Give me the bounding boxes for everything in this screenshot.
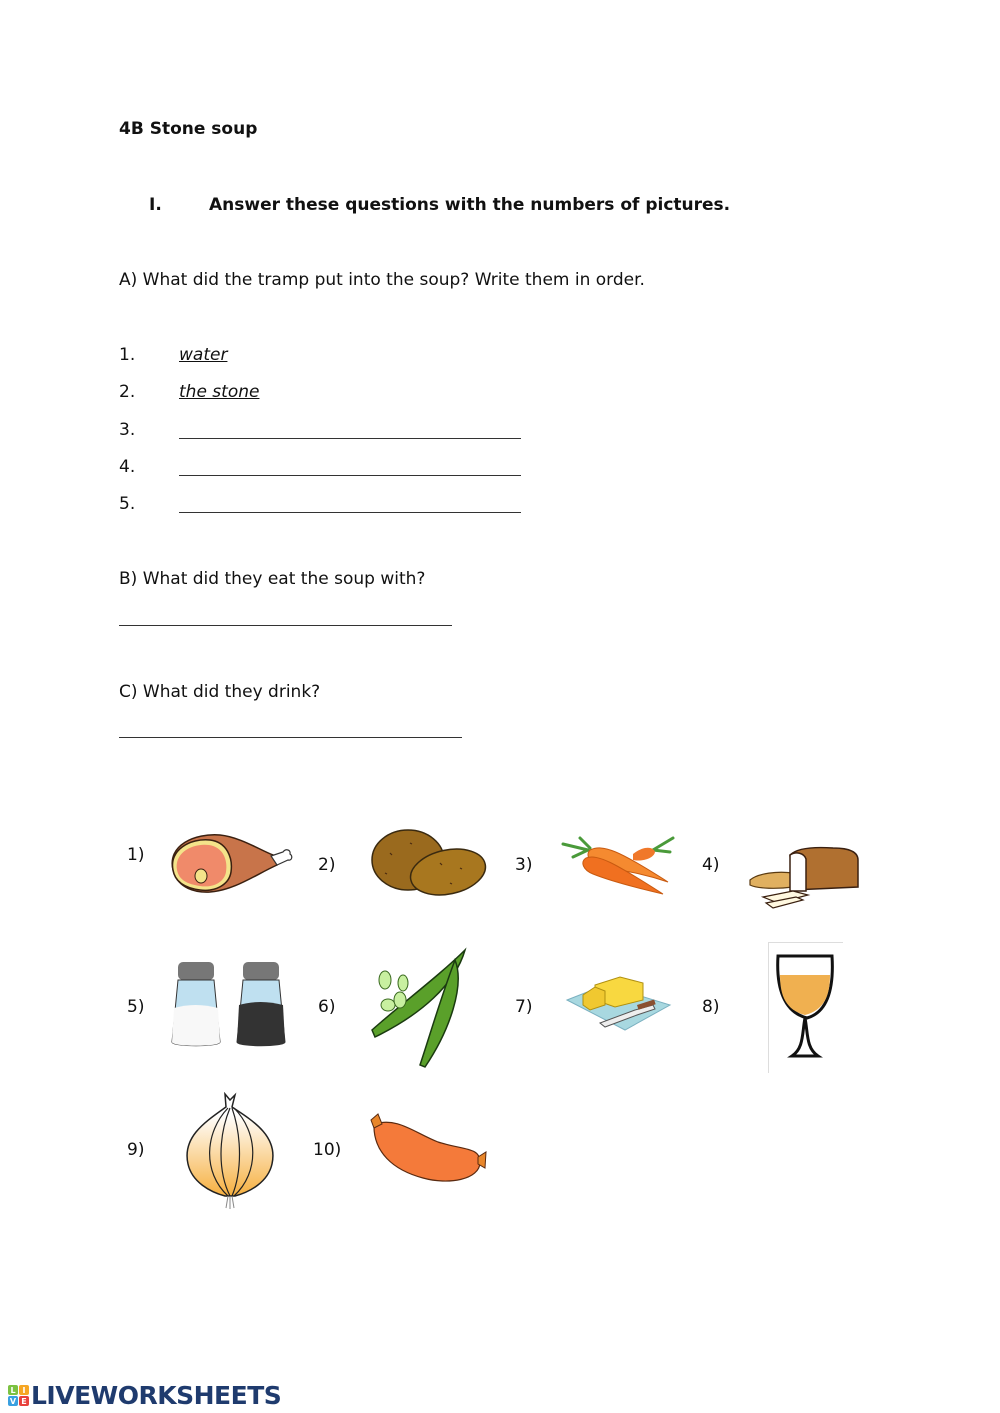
logo-icon: L I V E xyxy=(8,1385,29,1406)
picture-label: 3) xyxy=(515,855,533,875)
question-c: C) What did they drink? xyxy=(119,682,321,702)
picture-label: 1) xyxy=(127,845,145,865)
question-b: B) What did they eat the soup with? xyxy=(119,569,426,589)
bread-icon xyxy=(748,845,860,910)
ham-icon xyxy=(165,830,295,895)
answer-4-field[interactable] xyxy=(179,475,521,476)
answer-c-field[interactable] xyxy=(119,737,462,738)
answer-1[interactable]: water xyxy=(179,345,228,365)
picture-label: 10) xyxy=(313,1140,342,1160)
onion-icon xyxy=(180,1092,280,1210)
picture-label: 4) xyxy=(702,855,720,875)
beans-icon xyxy=(370,945,470,1070)
item-number: 1. xyxy=(119,345,136,365)
section-number: I. xyxy=(149,195,162,215)
liveworksheets-logo[interactable] xyxy=(8,1381,281,1410)
answer-b-field[interactable] xyxy=(119,625,452,626)
carrots-icon xyxy=(558,832,678,898)
item-number: 4. xyxy=(119,457,136,477)
item-number: 5. xyxy=(119,494,136,514)
wine-glass-icon xyxy=(772,948,838,1064)
picture-label: 8) xyxy=(702,997,720,1017)
picture-label: 6) xyxy=(318,997,336,1017)
logo-text: LIVEWORKSHEETS xyxy=(31,1381,282,1410)
worksheet-title: 4B Stone soup xyxy=(119,119,258,139)
item-number: 2. xyxy=(119,382,136,402)
section-instruction: Answer these questions with the numbers of pictures. xyxy=(209,195,731,215)
answer-2[interactable]: the stone xyxy=(179,382,260,402)
picture-label: 2) xyxy=(318,855,336,875)
picture-label: 7) xyxy=(515,997,533,1017)
question-a: A) What did the tramp put into the soup? Write them in order. xyxy=(119,270,645,290)
answer-3-field[interactable] xyxy=(179,438,521,439)
picture-label: 5) xyxy=(127,997,145,1017)
answer-5-field[interactable] xyxy=(179,512,521,513)
potatoes-icon xyxy=(370,828,488,896)
butter-icon xyxy=(565,975,675,1035)
item-number: 3. xyxy=(119,420,136,440)
salt-and-pepper-icon xyxy=(168,960,293,1052)
picture-label: 9) xyxy=(127,1140,145,1160)
sausage-icon xyxy=(368,1112,488,1187)
